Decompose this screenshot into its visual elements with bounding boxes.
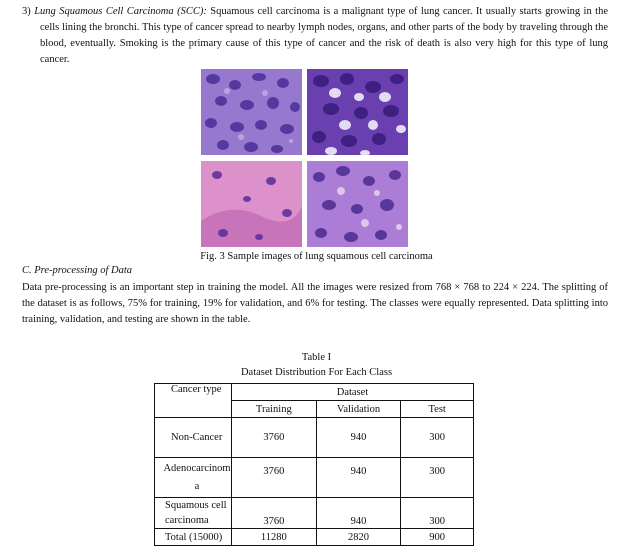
- cell-cancer-type: Total (15000): [155, 529, 232, 546]
- cell-validation: 2820: [316, 529, 401, 546]
- header-dataset: Dataset: [231, 384, 473, 401]
- cell-test: 900: [401, 529, 474, 546]
- dataset-distribution-table: [154, 383, 474, 546]
- table-header-row: [155, 384, 474, 401]
- table-row-total: [155, 529, 474, 546]
- cell-test: 300: [401, 418, 474, 458]
- cell-test: 300: [401, 458, 474, 498]
- header-cancer-type: Cancer type: [155, 384, 232, 418]
- scc-list-number: 3): [22, 6, 35, 17]
- cell-validation: 940: [316, 458, 401, 498]
- scc-body: Squamous cell carcinoma is a malignant type of lung cancer. It usually starts growing in the cells lining the bronchi. This type of cancer spread to nearby lymph nodes, organs, and other parts of the body by traveling through the blood, eventually. Smoking is the primary cause of this type of cancer and the risk of death is also very high for this type of lung cancer.: [40, 6, 608, 65]
- cell-cancer-type: Adenocarcinom a: [155, 458, 232, 498]
- header-test: Test: [401, 401, 474, 418]
- header-validation: Validation: [316, 401, 401, 418]
- preprocessing-paragraph: Data pre-processing is an important step in training the model. All the images were resized from 768 × 768 to 224 × 224. The splitting of the dataset is as follows, 75% for training, 19% for validation, and 6% for testing. The classes were equally represented. Data splitting into training, validation, and testing are shown in the table.: [22, 282, 608, 325]
- cell-cancer-type: Non-Cancer: [155, 418, 232, 458]
- cell-validation: 940: [316, 498, 401, 529]
- cell-test: 300: [401, 498, 474, 529]
- cell-validation: 940: [316, 418, 401, 458]
- table-title-number: Table I: [301, 352, 332, 363]
- scc-lead: Lung Squamous Cell Carcinoma (SCC):: [34, 6, 207, 17]
- header-training: Training: [231, 401, 316, 418]
- cell-training: 3760: [231, 418, 316, 458]
- table-row: [155, 498, 474, 529]
- histology-image-bottom-right: [307, 161, 408, 247]
- histology-image-bottom-left: [201, 161, 302, 247]
- section-heading-preprocessing: C. Pre-processing of Data: [22, 265, 133, 276]
- table-title-caption: Dataset Distribution For Each Class: [240, 367, 393, 378]
- histology-image-top-left: [201, 69, 302, 155]
- cell-training: 3760: [231, 498, 316, 529]
- cell-training: 11280: [231, 529, 316, 546]
- scc-paragraph: [22, 4, 608, 68]
- cell-cancer-type: Squamous cell carcinoma: [155, 498, 232, 529]
- table-row: [155, 458, 474, 498]
- histology-image-top-right: [307, 69, 408, 155]
- cell-training: 3760: [231, 458, 316, 498]
- table-row: [155, 418, 474, 458]
- figure-caption: Fig. 3 Sample images of lung squamous cell carcinoma: [200, 251, 433, 262]
- figure-scc-samples: [201, 69, 408, 247]
